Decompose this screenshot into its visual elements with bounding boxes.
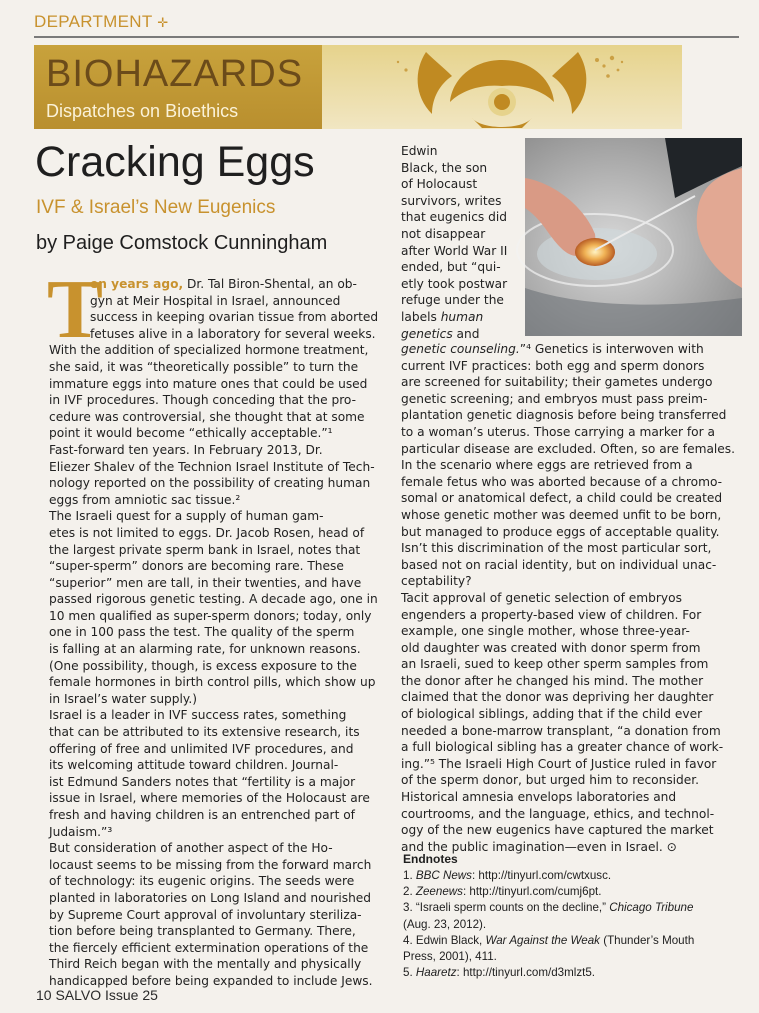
text-line: point it would become “ethically acceptable.”¹	[49, 426, 333, 441]
text-line: of technology: its eugenic origins. The seeds were	[49, 874, 355, 889]
text-line: of biological siblings, adding that if the child ever	[401, 707, 703, 722]
text-line: engenders a property-based view of children. For	[401, 607, 702, 622]
text-line: eggs from amniotic sac tissue.²	[49, 492, 241, 507]
text-line: 1. BBC News: http://tinyurl.com/cwtxusc.	[403, 869, 612, 882]
text-line: based not on racial identity, but on individual unac-	[401, 557, 717, 572]
text-line: With the addition of specialized hormone treatment,	[49, 343, 369, 358]
text-fragment: Dr. Tal Biron-Shental, an ob-	[183, 277, 357, 291]
text-line: Edwin	[401, 144, 438, 158]
text-line: Tacit approval of genetic selection of embryos	[401, 590, 682, 605]
text-line: passed rigorous genetic testing. A decade ago, one in	[49, 592, 378, 607]
column-1	[49, 276, 378, 990]
page-footer: 10 SALVO Issue 25	[36, 987, 158, 1003]
text-line: whose genetic mother was deemed unfit to be born,	[401, 507, 722, 522]
section-title: BIOHAZARDS	[46, 53, 304, 95]
text-line: 5. Haaretz: http://tinyurl.com/d3mlzt5.	[403, 966, 596, 980]
text-line: fetuses alive in a laboratory for several weeks.	[90, 326, 376, 341]
text-line: tion before being transplanted to Germany. There,	[49, 924, 356, 939]
text-line: ing.”⁵ The Israeli High Court of Justice ruled in favor	[401, 756, 717, 771]
text-line: genetic counseling.”⁴ Genetics is interwoven with	[401, 342, 704, 356]
text-line: survivors, writes	[401, 193, 502, 208]
text-line: immature eggs into mature ones that could be used	[49, 376, 368, 391]
text-line: (Aug. 23, 2012).	[403, 917, 487, 931]
text-line: nology reported on the possibility of creating human	[49, 476, 371, 491]
article-title: Cracking Eggs	[35, 138, 315, 186]
text-line: of Holocaust	[401, 177, 478, 192]
text-line: Eliezer Shalev of the Technion Israel Institute of Tech-	[49, 459, 375, 474]
column-2	[401, 341, 735, 855]
lead-in: en years ago,	[90, 277, 184, 291]
text-line: offering of free and unlimited IVF procedures, and	[49, 741, 354, 756]
department-mark: ✛	[157, 15, 169, 30]
text-line: to a woman’s uterus. Those carrying a marker for a	[401, 424, 715, 439]
text-line: by Supreme Court approval of involuntary steriliza-	[49, 907, 362, 922]
text-line: female fetus who was aborted because of a chromo-	[401, 474, 723, 489]
text-line: and the public imagination—even in Israel. ⊙	[401, 839, 677, 854]
text-line: in Israel’s water supply.)	[49, 691, 198, 706]
text-line: Isn’t this discrimination of the most particular sort,	[401, 541, 712, 556]
article-subtitle: IVF & Israel’s New Eugenics	[36, 197, 276, 218]
text-line: in IVF procedures. Though conceding that the pro-	[49, 393, 357, 408]
text-line: 4. Edwin Black, War Against the Weak (Thunder’s Mouth	[403, 933, 695, 947]
text-line: that eugenics did	[401, 210, 507, 225]
text-line: genetics and	[401, 326, 480, 341]
text-line: ceptability?	[401, 574, 472, 589]
text-line: Israel is a leader in IVF success rates, something	[49, 708, 347, 723]
text-line: labels human	[401, 309, 484, 324]
text-line: success in keeping ovarian tissue from aborted	[90, 310, 379, 325]
text-line: after World War II	[401, 243, 508, 258]
text-line: needed a bone-marrow transplant, “a donation from	[401, 723, 721, 738]
section-subtitle: Dispatches on Bioethics	[46, 101, 239, 121]
text-line: claimed that the donor was depriving her daughter	[401, 690, 714, 705]
section-banner	[34, 45, 322, 129]
text-line: Historical amnesia envelops laboratories and	[401, 790, 677, 805]
text-line: But consideration of another aspect of the Ho-	[49, 841, 333, 856]
text-line: etly took postwar	[401, 276, 508, 291]
text-line: the donor after he changed his mind. The mother	[401, 673, 704, 688]
text-line	[49, 276, 378, 293]
text-line: In the scenario where eggs are retrieved from a	[401, 458, 693, 473]
text-line: ist Edmund Sanders notes that “fertility is a major	[49, 774, 356, 789]
text-line: courtrooms, and the language, ethics, and technol-	[401, 806, 715, 821]
department-label	[34, 12, 168, 32]
text-line: Black, the son	[401, 160, 488, 175]
endnotes-list	[403, 868, 694, 981]
text-line: a full biological sibling has a greater chance of work-	[401, 740, 724, 755]
text-line: one in 100 pass the test. The quality of the sperm	[49, 625, 355, 640]
text-line: 10 men qualified as super-sperm donors; today, only	[49, 608, 372, 623]
text-line: Judaism.”³	[49, 824, 113, 839]
header-rule	[34, 36, 739, 38]
text-line: Fast-forward ten years. In February 2013, Dr.	[49, 442, 323, 457]
text-line: particular disease are excluded. Often, so are females.	[401, 441, 736, 456]
text-line: its welcoming attitude toward children. Journal-	[49, 758, 339, 773]
text-line: the largest private sperm bank in Israel, notes that	[49, 542, 361, 557]
text-line: example, one single mother, whose three-year-	[401, 624, 690, 639]
text-line: The Israeli quest for a supply of human gam-	[49, 509, 324, 524]
biohazard-emblem	[322, 40, 682, 132]
text-line: an Israeli, sued to keep other sperm samples from	[401, 657, 709, 672]
text-line: 2. Zeenews: http://tinyurl.com/cumj6pt.	[403, 885, 602, 899]
text-line: “superior” men are tall, in their twenties, and have	[49, 575, 362, 590]
text-line: Press, 2001), 411.	[403, 950, 497, 964]
text-line: is falling at an alarming rate, for unknown reasons.	[49, 642, 361, 657]
text-line: female hormones in birth control pills, which show up	[49, 675, 376, 690]
text-line: (One possibility, though, is excess exposure to the	[49, 658, 357, 673]
text-line: plantation genetic diagnosis before being transferred	[401, 408, 727, 423]
text-line: are screened for suitability; their gametes undergo	[401, 375, 713, 390]
text-line: ended, but “qui-	[401, 260, 501, 275]
ivf-photo	[525, 138, 742, 336]
text-line: locaust seems to be missing from the forward march	[49, 857, 372, 872]
text-line: of the sperm donor, but urged him to reconsider.	[401, 773, 700, 788]
text-line: issue in Israel, where memories of the Holocaust are	[49, 791, 370, 806]
text-line: fresh and having children is an entrenched part of	[49, 808, 355, 822]
text-line: gyn at Meir Hospital in Israel, announced	[90, 293, 341, 308]
text-line: she said, it was “theoretically possible” to turn the	[49, 359, 359, 374]
column-2-narrow	[401, 143, 507, 342]
drop-cap-letter: T	[47, 263, 104, 356]
text-line: “super-sperm” donors are becoming rare. These	[49, 559, 344, 574]
text-line: genetic screening; and embryos must pass preim-	[401, 391, 708, 406]
department-text: DEPARTMENT	[34, 12, 153, 31]
text-line: etes is not limited to eggs. Dr. Jacob Rosen, head of	[49, 525, 365, 540]
text-line: somal or anatomical defect, a child could be created	[401, 491, 723, 506]
text-line: old daughter was created with donor sperm from	[401, 640, 701, 655]
text-line: 3. “Israeli sperm counts on the decline,” Chicago Tribune	[403, 901, 694, 915]
text-line: not disappear	[401, 226, 486, 241]
text-line: that can be attributed to its extensive research, its	[49, 725, 360, 740]
text-line: cedure was controversial, she thought that at some	[49, 409, 365, 424]
text-line: the fiercely efficient extermination operations of the	[49, 940, 369, 955]
text-line: planted in laboratories on Long Island and nourished	[49, 890, 372, 905]
text-line: handicapped before being expanded to include Jews.	[49, 973, 373, 988]
text-line: refuge under the	[401, 293, 504, 308]
text-line: Third Reich began with the mentally and physically	[49, 957, 362, 972]
endnotes-title: Endnotes	[403, 852, 458, 866]
text-line: but managed to produce eggs of acceptable quality.	[401, 524, 720, 539]
text-line: current IVF practices: both egg and sperm donors	[401, 358, 705, 373]
article-byline: by Paige Comstock Cunningham	[36, 232, 328, 254]
text-line: ogy of the new eugenics have captured the market	[401, 823, 714, 838]
